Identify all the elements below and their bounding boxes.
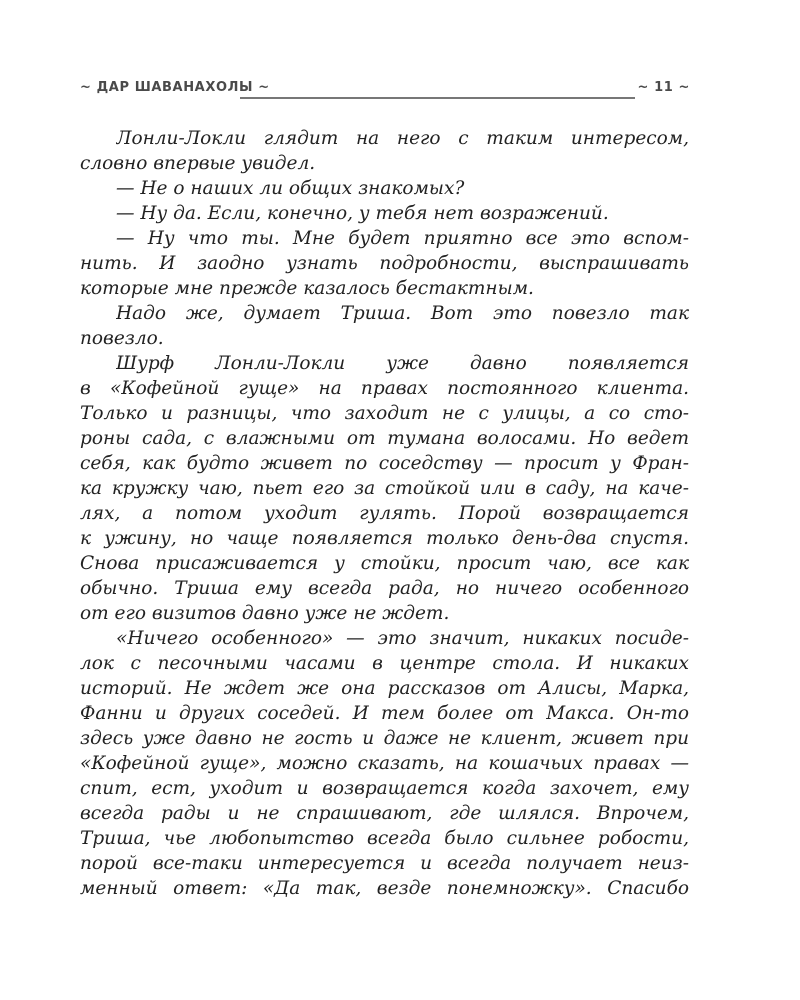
text-line: себя, как будто живет по соседству — просит у Фран- [80,453,689,474]
text-line: от его визитов давно уже не ждет. [80,603,450,624]
header-rule [240,97,635,99]
text-line: — Ну что ты. Мне будет приятно все это вспом- [116,228,689,249]
text-line: Только и разницы, что заходит не с улицы, а со сто- [80,403,689,424]
text-line: обычно. Триша ему всегда рада, но ничего особенного [80,578,689,599]
text-line: лях, а потом уходит гулять. Порой возвращается [80,503,689,524]
text-line: «Кофейной гуще», можно сказать, на кошачьих правах — [80,753,689,774]
text-line: Триша, чье любопытство всегда было сильнее робости, [80,828,689,849]
text-line: которые мне прежде казалось бестактным. [80,278,534,299]
text-line: роны сада, с влажными от тумана волосами. Но ведет [80,428,689,449]
text-line: повезло. [80,328,164,349]
text-line: Лонли-Локли глядит на него с таким интересом, [116,128,689,149]
text-line: спит, ест, уходит и возвращается когда захочет, ему [80,778,689,799]
body-text [80,126,689,901]
text-line: Снова присаживается у стойки, просит чаю, все как [80,553,689,574]
text-line: словно впервые увидел. [80,153,316,174]
text-line: здесь уже давно не гость и даже не клиент, живет при [80,728,689,749]
text-line: нить. И заодно узнать подробности, выспрашивать [80,253,689,274]
text-line: «Ничего особенного» — это значит, никаких посиде- [116,628,689,649]
text-line: порой все-таки интересуется и всегда получает неиз- [80,853,689,874]
text-line: Шурф Лонли-Локли уже давно появляется [116,353,689,374]
text-line: всегда рады и не спрашивают, где шлялся. Впрочем, [80,803,689,824]
text-line: ка кружку чаю, пьет его за стойкой или в саду, на каче- [80,478,689,499]
text-line: — Ну да. Если, конечно, у тебя нет возражений. [116,203,609,224]
text-line: Надо же, думает Триша. Вот это повезло так [116,303,689,324]
text-line: — Не о наших ли общих знакомых? [116,178,465,199]
text-line: менный ответ: «Да так, везде понемножку». Спасибо [80,878,689,899]
book-title-header: ~ ДАР ШАВАНАХОЛЫ ~ [80,80,270,95]
text-line: историй. Не ждет же она рассказов от Алисы, Марка, [80,678,689,699]
text-line: Фанни и других соседей. И тем более от Макса. Он-то [80,703,689,724]
text-line: лок с песочными часами в центре стола. И никаких [80,653,689,674]
running-header [80,80,690,102]
text-line: в «Кофейной гуще» на правах постоянного клиента. [80,378,689,399]
text-line: к ужину, но чаще появляется только день-два спустя. [80,528,689,549]
page-number: ~ 11 ~ [637,80,690,95]
